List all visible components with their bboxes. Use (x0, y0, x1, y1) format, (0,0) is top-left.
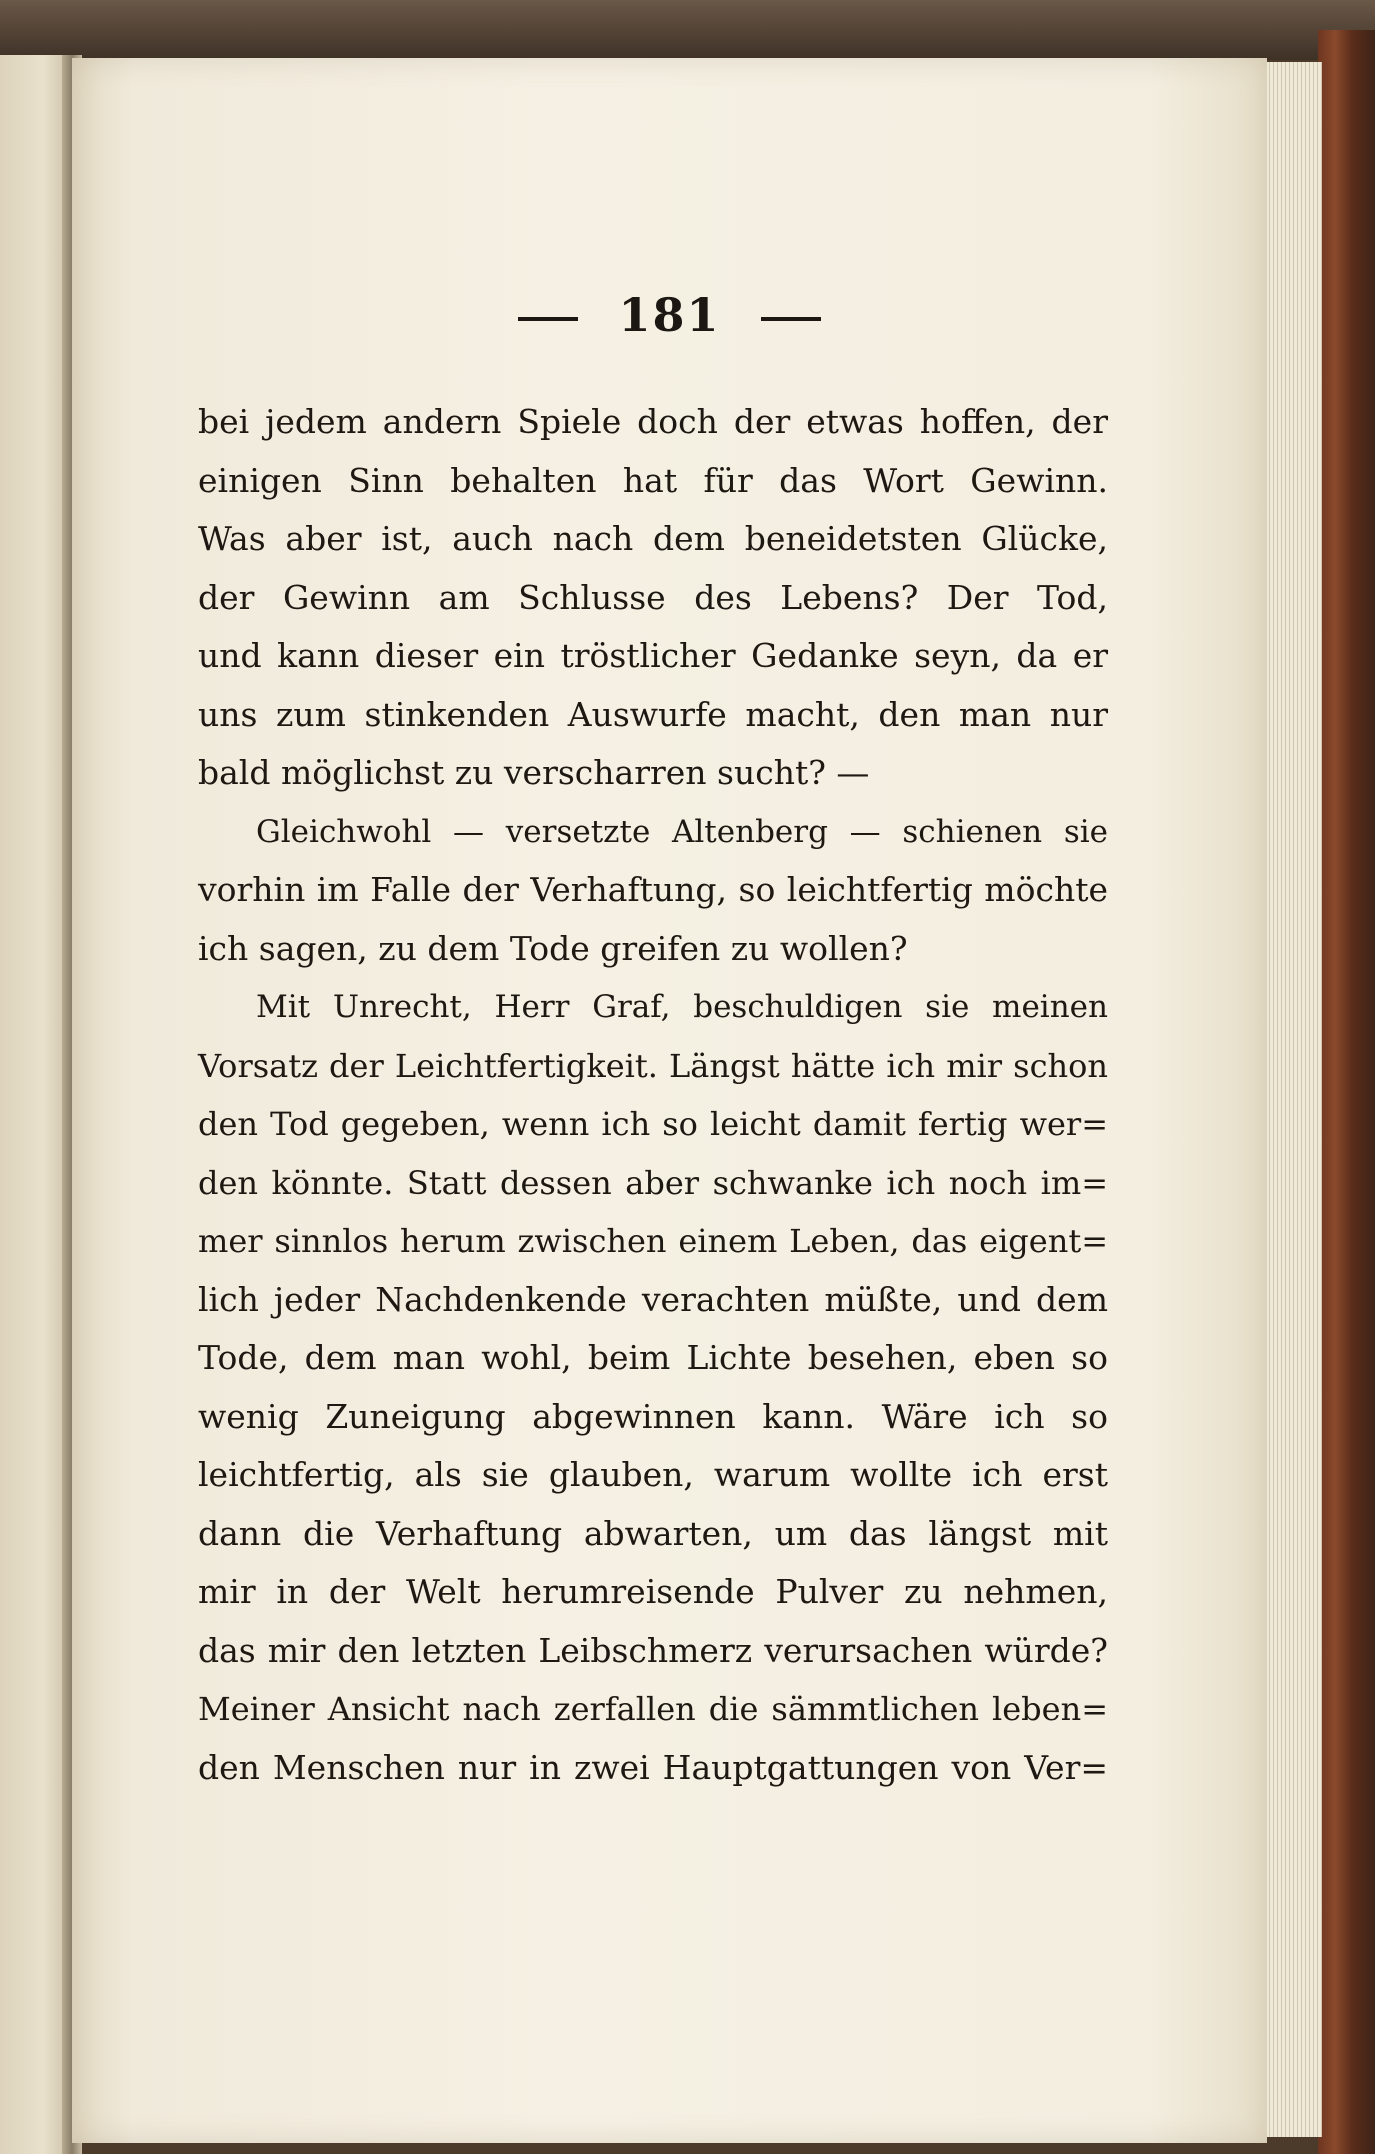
text-line: der Gewinn am Schlusse des Lebens? Der Tod, (198, 577, 1108, 617)
text-line: einigen Sinn behalten hat für das Wort Gewinn. (198, 460, 1108, 500)
text-line: den könnte. Statt dessen aber schwanke ich noch im= (198, 1163, 1108, 1202)
text-line: den Menschen nur in zwei Hauptgattungen von Ver= (198, 1747, 1108, 1787)
text-line: lich jeder Nachdenkende verachten müßte, und dem (198, 1279, 1108, 1319)
text-line: Vorsatz der Leichtfertigkeit. Längst hätte ich mir schon (198, 1046, 1108, 1085)
text-line: wenig Zuneigung abgewinnen kann. Wäre ich so (198, 1396, 1108, 1436)
text-line: den Tod gegeben, wenn ich so leicht damit fertig wer= (198, 1105, 1108, 1143)
text-line: Mit Unrecht, Herr Graf, beschuldigen sie meinen (256, 989, 1108, 1025)
page-number: 181 (618, 288, 721, 342)
text-line: bei jedem andern Spiele doch der etwas hoffen, der (198, 402, 1108, 441)
text-line: das mir den letzten Leibschmerz verursachen würde? (198, 1630, 1108, 1670)
text-line: Tode, dem man wohl, beim Lichte besehen, eben so (198, 1338, 1108, 1377)
text-line: bald möglichst zu verscharren sucht? — (198, 753, 870, 792)
text-line: mer sinnlos herum zwischen einem Leben, das eigent= (198, 1222, 1108, 1260)
text-line: mir in der Welt herumreisende Pulver zu nehmen, (198, 1572, 1108, 1611)
text-line: Meiner Ansicht nach zerfallen die sämmtlichen leben= (198, 1690, 1108, 1728)
page-body (198, 393, 1108, 1797)
text-line: uns zum stinkenden Auswurfe macht, den man nur (198, 694, 1108, 734)
text-line: dann die Verhaftung abwarten, um das längst mit (198, 1513, 1108, 1553)
text-line: Was aber ist, auch nach dem beneidetsten Glücke, (198, 519, 1108, 558)
header-dash-right (761, 317, 821, 321)
book-page (72, 58, 1267, 2143)
header-dash-left (518, 317, 578, 321)
text-line: leichtfertig, als sie glauben, warum wollte ich erst (198, 1455, 1108, 1494)
text-line: Gleichwohl — versetzte Altenberg — schienen sie (256, 813, 1108, 850)
book-top-edge (0, 0, 1375, 60)
text-line: vorhin im Falle der Verhaftung, so leichtfertig möchte (198, 870, 1108, 909)
book-cover-edge (1318, 30, 1375, 2154)
page-header (72, 288, 1267, 358)
text-line: und kann dieser ein tröstlicher Gedanke seyn, da er (198, 636, 1108, 675)
page-stack-edge (1262, 62, 1322, 2137)
text-line: ich sagen, zu dem Tode greifen zu wollen? (198, 928, 908, 968)
